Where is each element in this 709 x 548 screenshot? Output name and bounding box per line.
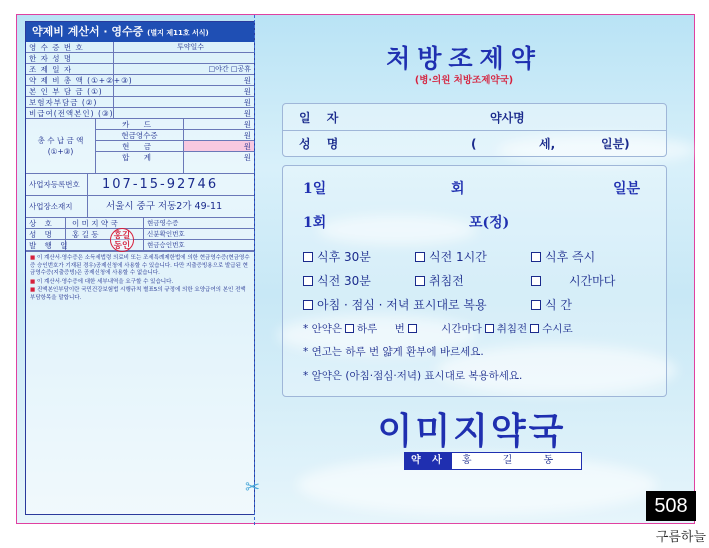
prescription-subtitle: (병·의원 처방조제약국) [414, 75, 514, 86]
store-block: 상 호 이 미 지 약 국 현금영수증 성 명 홍 길 동 신분확인번호 발 행 일 현금승인번호 홍길 동인 [26, 218, 254, 252]
checkbox[interactable] [345, 324, 354, 333]
pill-note: * 알약은 (아침·점심·저녁) 표시대로 복용하세요. [303, 370, 523, 382]
prescription-envelope [16, 14, 695, 524]
receipt-row: 한 자 성 명 [26, 53, 254, 64]
brand-label: 구름하늘 [655, 530, 706, 545]
option-every-hours[interactable]: 시간마다 [531, 272, 615, 289]
business-number: 107-15-92746 [102, 177, 219, 192]
receipt-panel [25, 21, 255, 515]
option-before-meal-30[interactable]: 식전 30분 [303, 272, 371, 289]
checkbox[interactable] [531, 252, 541, 262]
cut-line [254, 15, 255, 525]
receipt-row: 조 제 일 자 □야간 □공휴 [26, 64, 254, 75]
receipt-notes: ■ 이 계산서·영수증은 소득세법령 의료비 또는 조세특례제한법에 의한 현금영수증(현금영수증 승인번호가 기재된 경우)공제신청에 사용할 수 있습니다. 다만 지출증빙용으로 발급된 현금영수증(지출증빙)은 공제신청에 사용할 수 없습니다. ■ 이 계산서·영수증에 대한 세부내역을 요구할 수 있습니다. ■ 진액본인부담이란 국민건강보험법 시행규칙 별표5의 규정에 의한 요양급여의 본인 전액부담항목을 말합니다. [30, 255, 250, 301]
checkbox[interactable] [531, 300, 541, 310]
checkbox[interactable] [303, 252, 313, 262]
checkbox[interactable] [415, 252, 425, 262]
prescription-title: 처방조제약 [386, 44, 542, 73]
product-code-badge: 508 [646, 491, 696, 521]
dosage-box: 1일 회 일분 1회 포(정) 식후 30분 식전 1시간 식후 즉시 식전 30분 취침전 시간마다 아침 · 점심 · 저녁 표시대로 복용 식 간 * 안약은 하루 번 시간마다 취침전 수시로 * 연고는 하루 번 얇게 환부에 바르세요. * 알약은 (아침·점심·저녁) 표시대로 복용하세요. [282, 165, 667, 397]
date-label: 일 자 [299, 111, 345, 125]
receipt-row: 본 인 부 담 금 (①) 원 [26, 86, 254, 97]
pharmacist-label: 약사명 [490, 111, 525, 125]
eye-drop-note: * 안약은 하루 번 시간마다 취침전 수시로 [303, 323, 573, 335]
option-after-meal-30[interactable]: 식후 30분 [303, 248, 371, 265]
checkbox[interactable] [531, 276, 541, 286]
pharmacist-badge: 약 사 홍 길 동 [404, 452, 582, 470]
option-between-meals[interactable]: 식 간 [531, 296, 572, 313]
business-address: 서울시 중구 저동2가 49-11 [106, 201, 223, 212]
checkbox[interactable] [303, 300, 313, 310]
address-row: 사업장소재지 서울시 중구 저동2가 49-11 [26, 196, 254, 218]
ointment-note: * 연고는 하루 번 얇게 환부에 바르세요. [303, 346, 484, 358]
option-before-meal-1h[interactable]: 식전 1시간 [415, 248, 487, 265]
receipt-row: 영 수 증 번 호 투약일수 [26, 42, 254, 53]
patient-info-box: 일 자 약사명 성 명 ( 세, 일분) [282, 103, 667, 157]
scissors-icon: ✂ [245, 477, 261, 498]
pharmacy-name: 이미지약국 [377, 410, 567, 452]
name-label: 성 명 [299, 137, 345, 151]
receipt-row: 비급여(전액본인) (③) 원 [26, 108, 254, 119]
checkbox[interactable] [415, 276, 425, 286]
seal-stamp: 홍길 동인 [110, 228, 134, 252]
payment-block: 총 수 납 금 액 (①+③) 카 드 현금영수증 현 금 합 계 원 원 원 원 [26, 119, 254, 174]
checkbox[interactable] [485, 324, 494, 333]
checkbox[interactable] [303, 276, 313, 286]
business-number-row: 사업자등록번호 107-15-92746 [26, 174, 254, 196]
receipt-row: 보험자부담금 (②) 원 [26, 97, 254, 108]
option-bedtime[interactable]: 취침전 [415, 272, 464, 289]
checkbox[interactable] [408, 324, 417, 333]
receipt-title: 약제비 계산서 · 영수증 (별지 제11호 서식) [26, 22, 254, 42]
checkbox[interactable] [530, 324, 539, 333]
option-after-meal-immediately[interactable]: 식후 즉시 [531, 248, 595, 265]
option-meal-schedule[interactable]: 아침 · 점심 · 저녁 표시대로 복용 [303, 296, 487, 313]
receipt-row: 약 제 비 총 액 (①+②+③) 원 [26, 75, 254, 86]
